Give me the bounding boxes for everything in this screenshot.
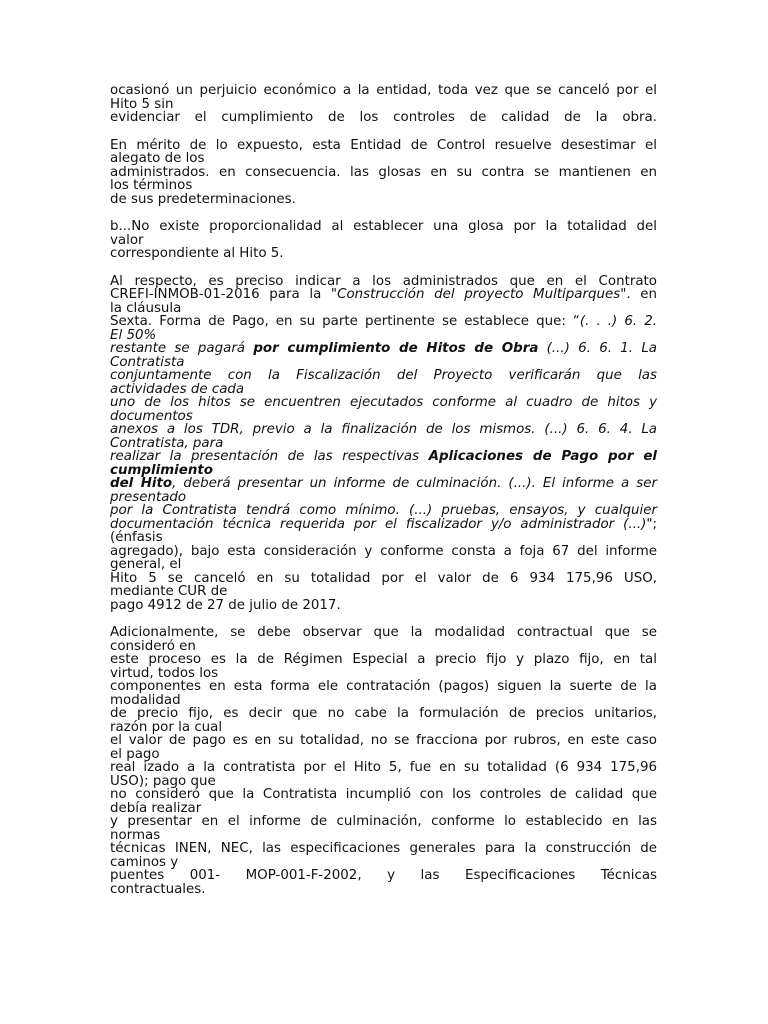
text-line [110,572,657,586]
text-run: anexos a los TDR, previo a la finalización de los mismos. (...) 6. 6. 4. La [110,422,657,437]
text-run: virtud, todos los [110,665,219,681]
text-line [110,383,657,397]
text-line [110,234,657,248]
text-run: agregado), bajo esta consideración y conforme consta a foja 67 del informe [110,543,657,559]
text-line [110,761,657,775]
text-run: presentado [110,489,187,505]
paragraph [110,626,657,896]
text-line [110,869,657,883]
text-line [110,842,657,856]
text-line [110,518,657,532]
text-run: puentes 001- MOP-001-F-2002, y las Especificaciones Técnicas [110,868,657,883]
text-line [110,450,657,464]
text-run: documentos [110,408,193,424]
text-run: Al respecto, es preciso indicar a los administrados que en el Contrato [110,273,657,289]
text-run: pago 4912 de 27 de julio de 2017. [110,597,341,613]
paragraph [110,84,657,125]
text-run: Aplicaciones de Pago por el [428,449,657,464]
text-line [110,275,657,289]
text-line [110,667,657,681]
text-run: el pago [110,746,160,762]
text-run: correspondiente al Hito 5. [110,246,284,261]
text-line [110,721,657,735]
text-run: normas [110,827,161,843]
text-line [110,477,657,491]
text-run: consideró en [110,638,196,654]
text-line [110,220,657,234]
text-line [110,410,657,424]
text-run: general, el [110,557,182,572]
text-run: de precio fijo, es decir que no cabe la formulación de precios unitarios, [110,706,657,721]
text-line [110,531,657,545]
text-run: no consideró que la Contratista incumplió con los controles de calidad que [110,787,657,802]
text-line [110,84,657,98]
text-line [110,329,657,343]
text-line [110,288,657,302]
text-run: debía realizar [110,800,202,816]
text-line [110,640,657,654]
text-run: los términos [110,178,193,193]
text-line [110,558,657,572]
text-run: ocasionó un perjuicio económico a la entidad, toda vez que se canceló por el [110,83,657,98]
text-line [110,111,657,125]
paragraph [110,139,657,207]
text-line [110,98,657,112]
text-line [110,504,657,518]
text-line [110,653,657,667]
text-run: realizar la presentación de las respectivas [110,449,429,464]
text-line [110,734,657,748]
text-line [110,302,657,316]
text-line [110,152,657,166]
text-line [110,707,657,721]
text-line [110,775,657,789]
text-run: caminos y [110,854,179,870]
text-line [110,545,657,559]
document-page [110,84,657,910]
text-run: Contratista [110,354,185,370]
text-line [110,748,657,762]
text-run: CREFI-INMOB-01-2016 para la " [110,287,338,302]
text-run: la cláusula [110,300,182,316]
text-line [110,491,657,505]
text-run: restante se pagará [110,341,254,356]
text-line [110,599,657,613]
text-run: ". en [620,287,657,302]
text-run: valor [110,232,144,248]
text-line [110,585,657,599]
text-run: mediante CUR de [110,584,228,599]
text-run: USO); pago que [110,773,216,789]
text-line [110,139,657,153]
text-run: evidenciar el cumplimiento de los controles de calidad de la obra. [110,110,657,125]
text-run: el valor de pago es en su totalidad, no se fracciona por rubros, en este caso [110,733,657,748]
text-run: Contratista, para [110,435,224,451]
text-run: de sus predeterminaciones. [110,191,296,207]
text-run: este proceso es la de Régimen Especial a precio fijo y plazo fijo, en tal [110,652,657,667]
text-run: Adicionalmente, se debe observar que la modalidad contractual que se [110,625,657,640]
text-run: actividades de cada [110,381,245,397]
text-run: alegato de los [110,151,205,166]
text-run: uno de los hitos se encuentren ejecutados conforme al cuadro de hitos y [110,395,657,410]
text-line [110,369,657,383]
text-run: "; [646,516,657,532]
text-line [110,193,657,207]
text-run: documentación técnica requerida por el fiscalizador y/o administrador (...) [110,516,647,532]
text-run: componentes en esta forma ele contratación (pagos) siguen la suerte de la [110,679,657,694]
text-run: por la Contratista tendrá como mínimo. (...) pruebas, ensayos, y cualquier [110,503,657,518]
text-line [110,680,657,694]
text-run: modalidad [110,692,181,708]
text-run: Construcción del proyecto Multiparques [337,287,621,302]
text-run: razón por la cual [110,719,223,735]
text-line [110,802,657,816]
text-run: cumplimiento [110,462,213,478]
text-line [110,179,657,193]
text-line [110,356,657,370]
text-run: Sexta. Forma de Pago, en su parte pertinente se establece que: “ [110,314,580,329]
text-line [110,315,657,329]
text-line [110,247,657,261]
text-run: real izado a la contratista por el Hito 5, fue en su totalidad (6 934 175,96 [110,760,657,775]
text-run: El 50% [110,327,157,343]
paragraph [110,220,657,261]
text-line [110,423,657,437]
text-run: Hito 5 se canceló en su totalidad por el valor de 6 934 175,96 USO, [110,570,657,586]
text-line [110,788,657,802]
text-run: (énfasis [110,530,163,545]
text-line [110,694,657,708]
text-run: En mérito de lo expuesto, esta Entidad de Control resuelve desestimar el [110,137,657,153]
text-line [110,396,657,410]
text-run: del Hito [110,476,173,491]
text-run: b...No existe proporcionalidad al establecer una glosa por la totalidad del [110,219,657,234]
text-line [110,829,657,843]
text-line [110,626,657,640]
text-line [110,464,657,478]
text-run: técnicas INEN, NEC, las especificaciones generales para la construcción de [110,841,657,856]
text-line [110,856,657,870]
text-run: y presentar en el informe de culminación, conforme lo establecido en las [110,814,657,829]
text-run: contractuales. [110,881,206,897]
text-line [110,166,657,180]
text-run: administrados. en consecuencia. las glosas en su contra se mantienen en [110,164,657,180]
text-run: conjuntamente con la Fiscalización del Proyecto verificarán que las [110,368,657,383]
text-line [110,437,657,451]
paragraph [110,275,657,613]
text-line [110,342,657,356]
text-run: (. . .) 6. 2. [579,314,658,329]
text-run: , deberá presentar un informe de culminación. (...). El informe a ser [172,476,657,491]
text-line [110,815,657,829]
text-line [110,883,657,897]
text-run: (...) 6. 6. 1. La [538,341,657,356]
text-run: Hito 5 sin [110,96,174,112]
text-run: por cumplimiento de Hitos de Obra [253,341,539,356]
